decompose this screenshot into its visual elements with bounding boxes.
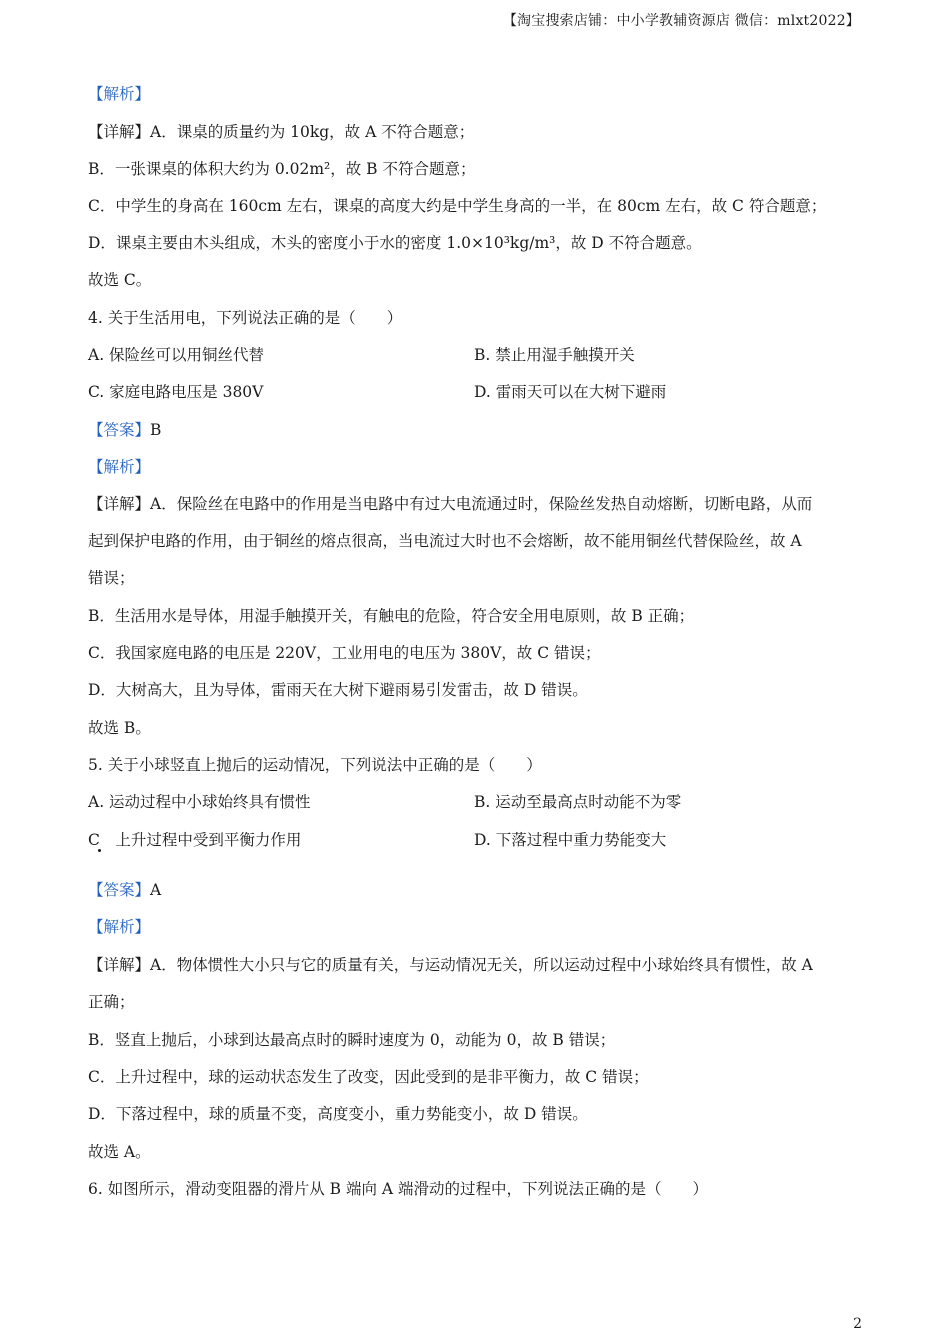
q3-detail-b: B．一张课桌的体积大约为 0.02m²，故 B 不符合题意；: [88, 160, 476, 178]
q5-detail-b: B．竖直上抛后，小球到达最高点时的瞬时速度为 0，动能为 0，故 B 错误；: [88, 1031, 616, 1049]
q4-answer-value: B: [150, 421, 162, 439]
q4-detail-a3: 错误；: [88, 569, 135, 587]
q3-detail-d: D．课桌主要由木头组成，木头的密度小于水的密度 1.0×10³kg/m³，故 D 不符合题意。: [88, 234, 702, 252]
q5-detail-c: C．上升过程中，球的运动状态发生了改变，因此受到的是非平衡力，故 C 错误；: [88, 1068, 649, 1086]
q5-option-c: C 上升过程中受到平衡力作用: [88, 831, 302, 849]
page-number: 2: [853, 1316, 862, 1332]
q4-option-a: A. 保险丝可以用铜丝代替: [88, 346, 265, 364]
q4-option-c: C. 家庭电路电压是 380V: [88, 383, 264, 401]
q5-detail-tag: 【详解】: [88, 956, 151, 974]
q5-detail-a1-text: A．物体惯性大小只与它的质量有关，与运动情况无关，所以运动过程中小球始终具有惯性，故 A: [150, 956, 813, 974]
q4-conclusion: 故选 B。: [88, 719, 151, 737]
q5-detail-a2: 正确；: [88, 993, 135, 1011]
q4-detail-a1-text: A．保险丝在电路中的作用是当电路中有过大电流通过时，保险丝发热自动熔断，切断电路，从而: [150, 495, 813, 513]
q3-detail-a: [88, 120, 474, 142]
q4-stem: 4. 关于生活用电，下列说法正确的是（ ）: [88, 309, 403, 327]
q3-detail-a-text: A．课桌的质量约为 10kg，故 A 不符合题意；: [150, 123, 475, 141]
q5-detail-d: D．下落过程中，球的质量不变，高度变小，重力势能变小，故 D 错误。: [88, 1105, 588, 1123]
q6-stem: 6. 如图所示，滑动变阻器的滑片从 B 端向 A 端滑动的过程中，下列说法正确的是（ ）: [88, 1180, 709, 1198]
q5-detail-a1: [88, 953, 813, 975]
q5-option-a: A. 运动过程中小球始终具有惯性: [88, 793, 311, 811]
q5-option-d: D. 下落过程中重力势能变大: [474, 831, 667, 849]
q5-option-b: B. 运动至最高点时动能不为零: [474, 793, 682, 811]
q5-conclusion: 故选 A。: [88, 1143, 151, 1161]
q4-analysis-tag: 【解析】: [88, 458, 151, 476]
q4-detail-a1: [88, 492, 812, 514]
q5-answer: [88, 878, 161, 900]
q3-detail-tag: 【详解】: [88, 123, 151, 141]
q3-analysis-tag: 【解析】: [88, 85, 151, 103]
q4-detail-c: C．我国家庭电路的电压是 220V，工业用电的电压为 380V，故 C 错误；: [88, 644, 601, 662]
stray-dot: [98, 849, 101, 852]
q3-detail-c: C．中学生的身高在 160cm 左右，课桌的高度大约是中学生身高的一半，在 80cm 左右，故 C 符合题意；: [88, 197, 827, 215]
q5-answer-value: A: [150, 881, 162, 899]
q4-answer-tag: 【答案】: [88, 421, 151, 439]
q4-detail-a2: 起到保护电路的作用，由于铜丝的熔点很高，当电流过大时也不会熔断，故不能用铜丝代替保险丝，故 A: [88, 532, 802, 550]
q4-option-b: B. 禁止用湿手触摸开关: [474, 346, 635, 364]
page-header: 【淘宝搜索店铺：中小学教辅资源店 微信：mlxt2022】: [502, 13, 860, 29]
q4-detail-b: B．生活用水是导体，用湿手触摸开关，有触电的危险，符合安全用电原则，故 B 正确；: [88, 607, 695, 625]
q4-option-d: D. 雷雨天可以在大树下避雨: [474, 383, 667, 401]
q4-answer: [88, 418, 161, 440]
q5-answer-tag: 【答案】: [88, 881, 151, 899]
q3-conclusion: 故选 C。: [88, 271, 152, 289]
q4-detail-d: D．大树高大，且为导体，雷雨天在大树下避雨易引发雷击，故 D 错误。: [88, 681, 588, 699]
q5-stem: 5. 关于小球竖直上抛后的运动情况，下列说法中正确的是（ ）: [88, 756, 542, 774]
q4-detail-tag: 【详解】: [88, 495, 151, 513]
q5-analysis-tag: 【解析】: [88, 918, 151, 936]
